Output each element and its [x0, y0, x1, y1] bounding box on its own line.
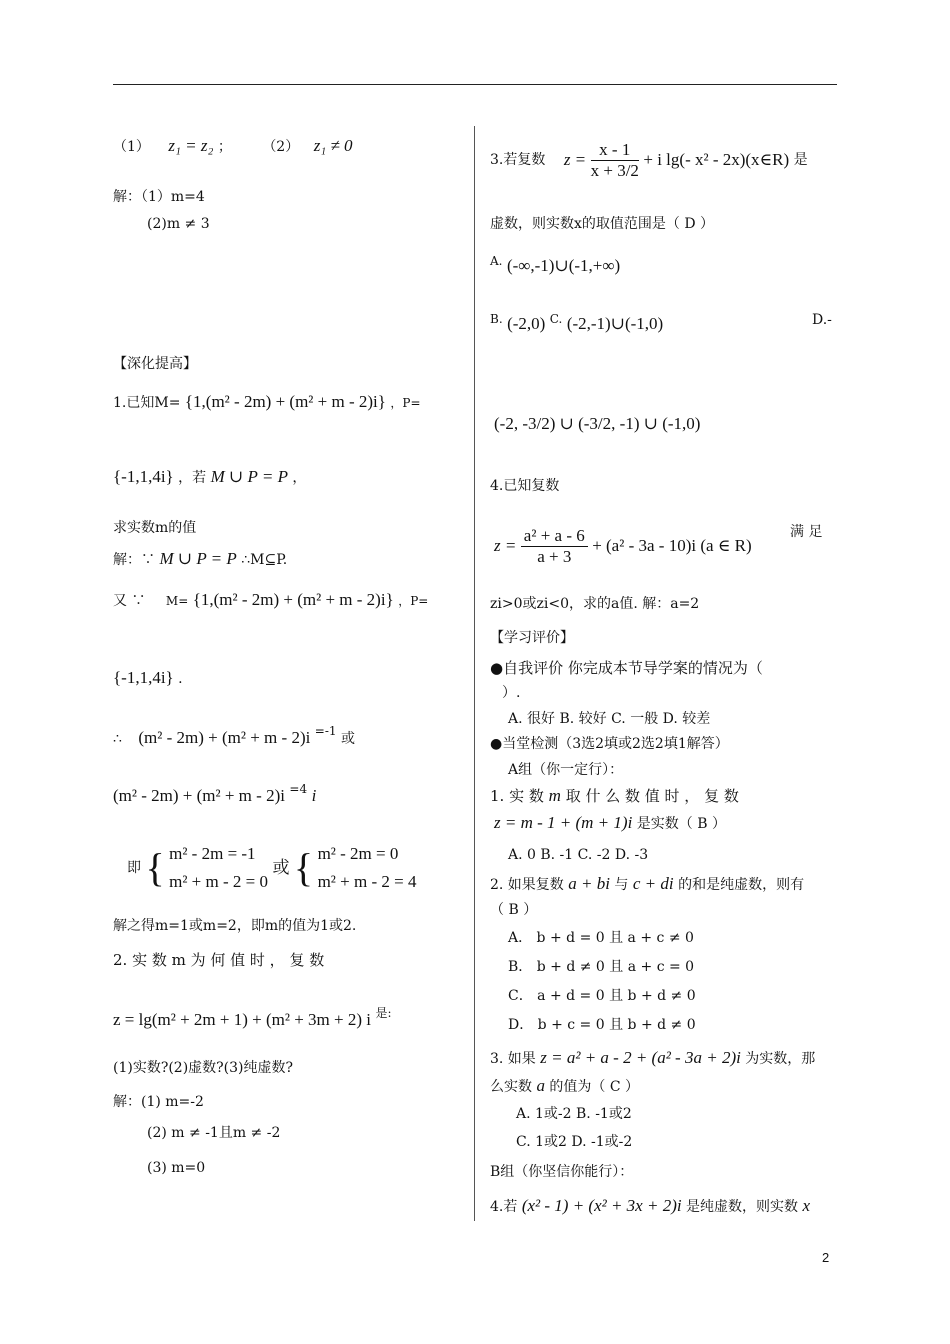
- option-c-label: C.: [549, 312, 563, 326]
- brace-1: {: [145, 845, 165, 890]
- group-a: A组（你一定行）：: [508, 762, 624, 778]
- self-eval-cont: ）.: [502, 685, 521, 701]
- test-3-options-ab: A. 1或-2 B. -1或2: [516, 1106, 632, 1122]
- t1-m: m: [548, 786, 561, 805]
- solution-line-1: [113, 549, 287, 570]
- option-b-c: [490, 314, 663, 335]
- option-b-label: B.: [490, 312, 503, 326]
- system-1-row-2: m² + m - 2 = 0: [169, 872, 268, 891]
- test-1: [490, 786, 739, 806]
- sol-set-m: {1,(m² - 2m) + (m² + m - 2)i}: [192, 590, 394, 609]
- q4-frac-den: a + 3: [537, 546, 572, 566]
- answer-2: (2)m ≠ 3: [147, 216, 210, 232]
- solution-systems: [127, 838, 416, 898]
- sol-dot: .: [178, 671, 183, 687]
- answer-1: 解：（1）m=4: [113, 189, 205, 205]
- question-4-cont: zi>0或zi<0，求的a值. 解：a=2: [490, 596, 700, 612]
- system-2-row-1: m² - 2m = 0: [317, 844, 399, 863]
- answer-2-2: (2) m ≠ -1且m ≠ -2: [147, 1125, 281, 1141]
- solution-line-2: [113, 590, 428, 611]
- q4-z: z =: [494, 536, 517, 555]
- q4-imag-term: + (a² - 3a - 10)i (a ∈ R): [592, 536, 752, 555]
- test-2-option-d: D． b + c = 0 且 b + d ≠ 0: [508, 1017, 696, 1033]
- t3-then: 么实数: [490, 1079, 532, 1095]
- test-4: [490, 1196, 810, 1217]
- group-b: B组（你坚信你能行）：: [490, 1164, 634, 1180]
- t2-cdi: c + di: [632, 874, 674, 893]
- q1-comma: ，: [292, 470, 307, 486]
- column-divider: [474, 126, 475, 1221]
- system-1: [169, 840, 268, 896]
- q3-frac-den: x + 3/2: [590, 160, 639, 180]
- test-3: [490, 1048, 815, 1069]
- test-2-answer: （ B ）: [490, 902, 538, 918]
- t3-prefix: 3. 如果: [490, 1051, 536, 1067]
- sol-namely: 即: [127, 860, 141, 876]
- t1-expr: z = m - 1 + (m + 1)i: [494, 813, 633, 832]
- option-b-value: (-2,0): [507, 314, 546, 333]
- sol-also: 又 ∵: [113, 593, 146, 609]
- answer-2-1: 解：(1) m=-2: [113, 1094, 204, 1110]
- q3-frac-num: x - 1: [591, 140, 639, 161]
- t4-expr: (x² - 1) + (x² + 3x + 2)i: [521, 1196, 682, 1215]
- q3-is: 是: [793, 152, 808, 168]
- set-m: {1,(m² - 2m) + (m² + m - 2)i}: [184, 392, 386, 411]
- test-3-options-cd: C. 1或2 D. -1或-2: [516, 1134, 633, 1150]
- page-number: 2: [822, 1250, 830, 1265]
- t4-prefix: 4.若: [490, 1199, 518, 1215]
- t3-body: 为实数，那: [745, 1051, 816, 1067]
- q1-p: ，P=: [390, 396, 421, 410]
- system-1-row-1: m² - 2m = -1: [169, 844, 256, 863]
- sol-because: 解：∵: [113, 552, 155, 568]
- question-1-ask: 求实数m的值: [113, 520, 197, 536]
- q2-is: 是:: [375, 1006, 392, 1020]
- header-rule: [113, 84, 837, 85]
- q1-if: ，若: [178, 470, 207, 486]
- t2-abi: a + bi: [568, 874, 610, 893]
- test-2-option-b: B． b + d ≠ 0 且 a + c = 0: [508, 959, 695, 975]
- sol-expr-2: (m² - 2m) + (m² + m - 2)i: [113, 786, 285, 805]
- sol-expr-1: (m² - 2m) + (m² + m - 2)i: [138, 728, 311, 747]
- test-title: ●当堂检测（3选2填或2选2填1解答）: [490, 736, 729, 752]
- sol-i: i: [311, 786, 317, 805]
- evaluation-title: 【学习评价】: [490, 630, 574, 646]
- sol-or: 或: [340, 731, 355, 747]
- sol-therefore: ∴: [113, 731, 122, 747]
- solution-line-3: [113, 668, 183, 689]
- set-p: {-1,1,4i}: [113, 467, 174, 486]
- solution-result: 解之得m=1或m=2，即m的值为1或2.: [113, 918, 357, 934]
- sol-m-label: M=: [165, 594, 189, 608]
- option-a: [490, 256, 620, 277]
- q3-fraction: [591, 140, 639, 181]
- sol-eq-neg1: =-1: [314, 724, 337, 738]
- cond-2: z₁ ≠ 0: [313, 136, 353, 155]
- semicolon: ；: [217, 139, 232, 155]
- t4-body: 是纯虚数，则实数: [686, 1199, 799, 1215]
- item-1-label: （1）: [113, 139, 150, 155]
- sol-union: M ∪ P = P: [159, 549, 237, 568]
- question-2-expr: [113, 1006, 392, 1031]
- solution-line-5: [113, 782, 317, 807]
- cond-1: z₁ = z₂: [168, 136, 214, 155]
- question-2-parts: (1)实数?(2)虚数?(3)纯虚数?: [113, 1060, 294, 1076]
- q4-fraction: [521, 526, 588, 567]
- system-2-row-2: m² + m - 2 = 4: [317, 872, 417, 891]
- sol-subset: ∴M⊆P.: [241, 552, 288, 568]
- q3-z: z =: [563, 150, 587, 169]
- question-2: 2. 实 数 m 为 何 值 时 ， 复 数: [113, 951, 325, 969]
- question-1: [113, 392, 421, 413]
- t3-answer: 的值为（ C ）: [549, 1079, 640, 1095]
- q3-lg-term: + i lg(- x² - 2x)(x∈R): [643, 150, 790, 169]
- t3-expr: z = a² + a - 2 + (a² - 3a + 2)i: [540, 1048, 741, 1067]
- q4-satisfy: 满 足: [790, 524, 823, 540]
- q3-prefix: 3.若复数: [490, 152, 546, 168]
- t2-prefix: 2. 如果复数: [490, 877, 564, 893]
- t2-with: 与: [614, 877, 629, 893]
- z-lg-expr: z = lg(m² + 2m + 1) + (m² + 3m + 2) i: [113, 1010, 371, 1029]
- option-a-label: A.: [490, 254, 503, 268]
- self-eval-options: A. 很好 B. 较好 C. 一般 D. 较差: [508, 711, 711, 727]
- item-2-label: （2）: [262, 139, 300, 155]
- t2-body: 的和是纯虚数，则有: [678, 877, 805, 893]
- sol-eq-4: =4: [289, 782, 308, 796]
- question-3-cont: 虚数，则实数x的取值范围是（ D ）: [490, 216, 715, 232]
- self-eval: ●自我评价 你完成本节导学案的情况为（: [490, 659, 763, 677]
- sol-set-p: {-1,1,4i}: [113, 668, 174, 687]
- test-1-cont: [494, 813, 726, 834]
- cond-line: [113, 136, 353, 157]
- test-1-options: A. 0 B. -1 C. -2 D. -3: [508, 847, 649, 863]
- system-2: [318, 840, 417, 896]
- sol-p-label: ，P=: [398, 594, 429, 608]
- t1-answer: 是实数（ B ）: [636, 816, 726, 832]
- test-2-option-c: C． a + d = 0 且 b + d ≠ 0: [508, 988, 696, 1004]
- option-d-value: (-2, -3/2) ∪ (-3/2, -1) ∪ (-1,0): [494, 414, 701, 433]
- sol-or-2: 或: [272, 858, 290, 878]
- q1-prefix: 1.已知M=: [113, 395, 181, 411]
- test-3-cont: [490, 1076, 639, 1097]
- test-2-option-a: A． b + d = 0 且 a + c ≠ 0: [508, 930, 694, 946]
- question-4-expr: [494, 516, 752, 576]
- t4-x: x: [802, 1196, 811, 1215]
- option-d-label: D.-: [812, 312, 832, 328]
- option-a-value: (-∞,-1)∪(-1,+∞): [506, 256, 621, 275]
- test-2: [490, 874, 804, 895]
- t1-body: 取 什 么 数 值 时 ， 复 数: [565, 787, 739, 805]
- t3-a: a: [536, 1076, 545, 1095]
- question-4: 4.已知复数: [490, 478, 560, 494]
- question-3: [490, 130, 808, 190]
- q4-frac-num: a² + a - 6: [521, 526, 588, 547]
- question-1-cont: [113, 467, 306, 488]
- answer-2-3: (3) m=0: [147, 1160, 206, 1176]
- brace-2: {: [293, 845, 314, 890]
- section-title: 【深化提高】: [113, 356, 197, 372]
- t1-prefix: 1. 实 数: [490, 787, 544, 805]
- option-c-value: (-2,-1)∪(-1,0): [566, 314, 664, 333]
- union-condition: M ∪ P = P: [210, 467, 288, 486]
- solution-line-4: [113, 724, 355, 749]
